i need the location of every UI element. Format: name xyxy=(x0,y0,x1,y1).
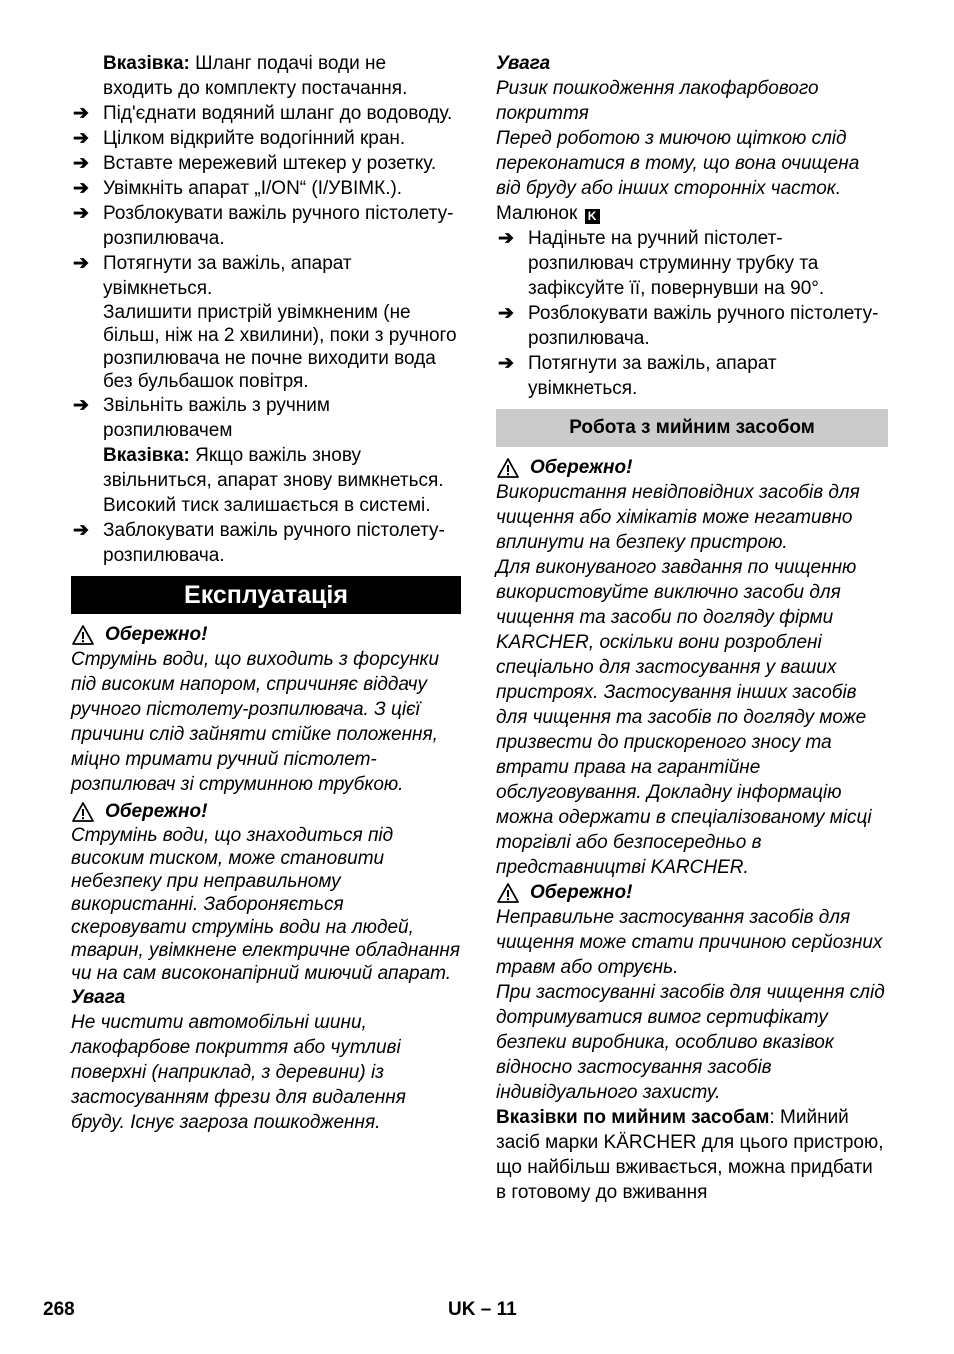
arrow-icon: ➔ xyxy=(73,395,89,416)
list-item: ➔ Потягнути за важіль, апарат увімкнеться. xyxy=(73,253,352,299)
list-item: ➔ Розблокувати важіль ручного пістолету-розпилювача. xyxy=(73,203,454,249)
note-text: Шланг подачі води не входить до комплекту постачання. xyxy=(103,53,408,99)
arrow-icon: ➔ xyxy=(73,128,89,149)
caution-heading: Увага xyxy=(496,53,551,74)
left-column xyxy=(71,51,461,1135)
arrow-icon: ➔ xyxy=(498,353,514,374)
arrow-icon: ➔ xyxy=(73,153,89,174)
list-item: ➔ Вставте мережевий штекер у розетку. xyxy=(73,153,437,174)
step-continuation: Залишити пристрій увімкненим (не більш, ніж на 2 хвилини), поки з ручного розпилювача не почне виходити вода без бульбашок повітря. xyxy=(103,302,457,392)
list-item: ➔ Розблокувати важіль ручного пістолету-розпилювача. xyxy=(498,303,879,349)
warning-triangle-icon xyxy=(497,458,519,478)
list-item: ➔ Заблокувати важіль ручного пістолету-розпилювача. xyxy=(73,520,445,566)
page-number: 268 xyxy=(43,1299,75,1320)
warning-text: Струмінь води, що знаходиться під високим тиском, може становити небезпеку при неправильному використанні. Забороняється скеровувати струмінь води на людей, тварин, увімкнене електричне обладнання чи на сам високонапірний миючий апарат. xyxy=(71,825,460,984)
warning-heading: Обережно! xyxy=(71,622,461,647)
caution-text: Не чистити автомобільні шини, лакофарбове покриття або чутливі поверхні (наприклад, з деревини) із застосуванням фрези для видалення бруду. Існує загроза пошкодження. xyxy=(71,1012,406,1133)
warning-text: Використання невідповідних засобів для чищення або хімікатів може негативно вплинути на безпеку пристрою. xyxy=(496,482,860,553)
warning-text: Струмінь води, що виходить з форсунки під високим напором, спричиняє віддачу ручного пістолету-розпилювача. З цієї причини слід зайняти стійке положення, міцно тримати ручний пістолет-розпилювач зі струминною трубкою. xyxy=(71,649,440,795)
section-heading-operation: Експлуатація xyxy=(71,576,461,614)
note-lever xyxy=(71,443,461,518)
note-label: Вказівки по мийним засобам xyxy=(496,1107,770,1128)
figure-letter-badge: K xyxy=(585,209,600,224)
warning-heading: Обережно! xyxy=(71,799,461,824)
caution-text: Перед роботою з миючою щіткою слід переконатися в тому, що вона очищена від бруду або інших сторонніх часток. xyxy=(496,128,860,199)
caution-heading: Увага xyxy=(71,987,126,1008)
list-item: ➔ Потягнути за важіль, апарат увімкнеться. xyxy=(498,353,777,399)
arrow-icon: ➔ xyxy=(73,103,89,124)
arrow-icon: ➔ xyxy=(73,253,89,274)
warning-triangle-icon xyxy=(497,883,519,903)
note-hose xyxy=(71,51,461,101)
list-item: ➔ Цілком відкрийте водогінний кран. xyxy=(73,128,406,149)
note-text: Якщо важіль знову звільниться, апарат знову вимкнеться. Високий тиск залишається в системі. xyxy=(103,445,444,516)
warning-heading: Обережно! xyxy=(496,455,888,480)
warning-text: Для виконуваного завдання по чищенню використовуйте виключно засоби для чищення та засоби по догляду фірми KARCHER, оскільки вони розроблені спеціально для застосування у ваших пристроях. Застосування інших засобів для чищення та засобів по догляду може призвести до прискореного зносу та втрати права на гарантійне обслуговування. Докладну інформацію можна одержати в спеціалізованому місці торгівлі або безпосередньо в представництві KARCHER. xyxy=(496,557,872,878)
arrow-icon: ➔ xyxy=(73,178,89,199)
arrow-icon: ➔ xyxy=(73,203,89,224)
arrow-icon: ➔ xyxy=(73,520,89,541)
list-item: ➔ Надіньте на ручний пістолет-розпилювач струминну трубку та зафіксуйте її, повернувши на 90°. xyxy=(498,228,825,299)
figure-reference: Малюнок K xyxy=(496,201,888,226)
warning-triangle-icon xyxy=(72,802,94,822)
section-heading-detergent: Робота з мийним засобом xyxy=(496,409,888,447)
warning-heading: Обережно! xyxy=(496,880,888,905)
warning-text: Неправильне застосування засобів для чищення може стати причиною серйозних травм або отруєнь. xyxy=(496,907,883,978)
right-column xyxy=(496,51,888,1205)
list-item: ➔ Звільніть важіль з ручним розпилювачем xyxy=(73,395,330,441)
list-item: ➔ Увімкніть апарат „I/ON“ (I/УВІМК.). xyxy=(73,178,403,199)
page-code: UK – 11 xyxy=(448,1299,517,1320)
detergent-note xyxy=(496,1105,888,1205)
caution-text: Ризик пошкодження лакофарбового покриття xyxy=(496,78,819,124)
note-label: Вказівка: xyxy=(103,53,190,74)
note-text: : Мийний засіб марки KÄRCHER для цього пристрою, що найбільш вживається, можна придбати в готовому до вживання xyxy=(496,1107,884,1203)
list-item: ➔ Під'єднати водяний шланг до водоводу. xyxy=(73,103,453,124)
note-label: Вказівка: xyxy=(103,445,190,466)
warning-text: При застосуванні засобів для чищення слід дотримуватися вимог сертифікату безпеки виробника, особливо вказівок відносно застосування засобів індивідуального захисту. xyxy=(496,982,885,1103)
arrow-icon: ➔ xyxy=(498,228,514,249)
warning-triangle-icon xyxy=(72,625,94,645)
arrow-icon: ➔ xyxy=(498,303,514,324)
